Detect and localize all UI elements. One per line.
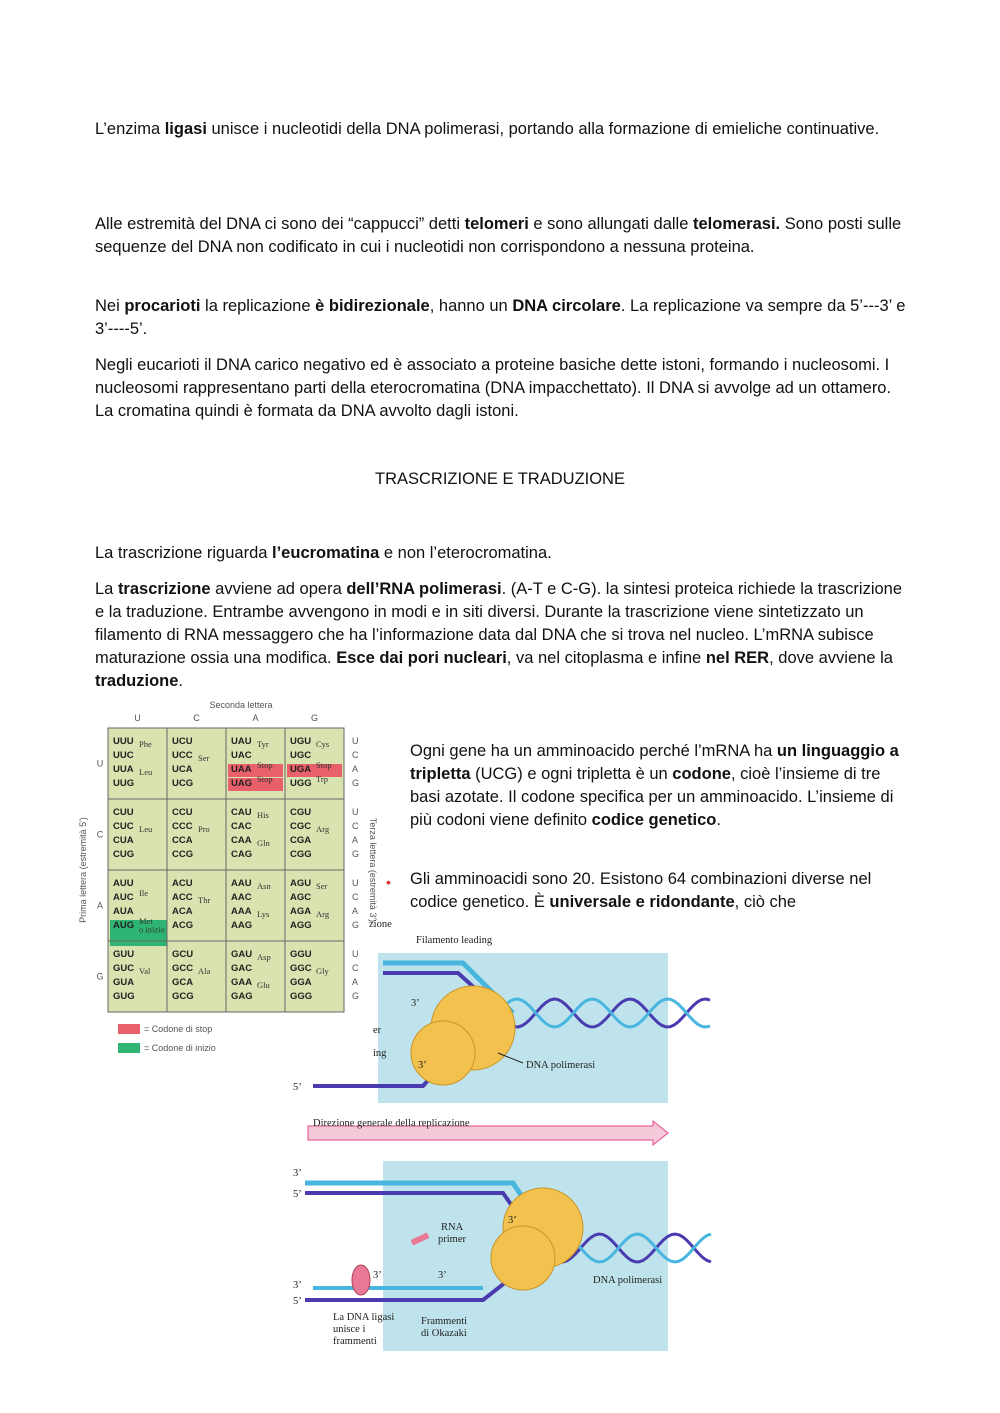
prime-label: 3’ [293,1280,302,1291]
second-base-label: C [193,713,200,723]
bold-term: un linguaggio a tripletta [410,742,899,783]
bold-term: codice genetico [591,811,717,829]
codon: CGU [290,807,312,818]
polymerase-enzyme [411,1021,475,1085]
third-base-label: A [352,835,359,845]
prime-label: 5’ [293,1296,302,1307]
paragraph-eucarioti [95,354,910,423]
amino-acid: Cys [316,739,330,749]
first-base-label: A [96,900,104,911]
first-base-label: G [96,971,104,982]
codon: UGU [290,736,312,747]
amino-acid: Asn [257,881,271,891]
codon: GCC [172,963,194,974]
codon: CAC [231,821,252,832]
codon: GGG [290,991,313,1002]
codon: CGC [290,821,312,832]
amino-acid: Leu [139,767,153,777]
codon: GCG [172,991,194,1002]
partial-label: ing [373,1048,387,1059]
text-run: Nei [95,297,125,315]
bold-term: DNA circolare [512,297,621,315]
amino-acid: Trp [316,774,328,784]
codon: UCG [172,778,194,789]
replication-diagram [283,918,713,1358]
third-base-label: C [352,963,359,973]
third-base-label: A [352,977,359,987]
bold-term: l’eucromatina [272,544,380,562]
amino-acid: Met [139,916,153,926]
codon: UCC [172,750,193,761]
text-run: , va nel citoplasma e infine [506,649,706,667]
polymerase-label: DNA polimerasi [526,1060,596,1071]
bold-term: codone [672,765,731,783]
codon: UUU [113,736,134,747]
text-run: (UCG) e ogni tripletta è un [470,765,673,783]
amino-acid: Ala [198,966,211,976]
section-heading: TRASCRIZIONE E TRADUZIONE [375,470,625,488]
text-run: Negli eucarioti il DNA carico negativo ed è associato a proteine basiche dette istoni, formando i nucleosomi. I nucleosomi rappresentano parti della eterocromatina (DNA impacchettato). Il DNA si avvolge ad un ottamero. La cromatina quindi è formata da DNA avvolto dagli istoni. [95,356,892,420]
codon: UUA [113,764,134,775]
codon: AUU [113,878,134,889]
ligase-label: frammenti [333,1336,377,1347]
codon: CAG [231,849,253,860]
codon: GUU [113,949,135,960]
codon: UUG [113,778,135,789]
codon: GAG [231,991,253,1002]
amino-acid: Ile [139,888,148,898]
third-base-label: G [352,920,360,930]
codon: AAC [231,892,252,903]
bold-term: dell’RNA polimerasi [346,580,502,598]
amino-acid: Arg [316,824,330,834]
text-run: , ciò che [734,893,797,911]
codon: UAU [231,736,252,747]
third-letter-label: Terza lettera (estremità 3') [368,817,378,923]
first-base-label: U [96,758,104,769]
third-base-label: C [352,750,359,760]
amino-acid: Ser [198,753,210,763]
third-base-label: U [352,949,359,959]
paragraph-telomeri [95,213,910,259]
amino-acid: Gln [257,838,270,848]
text-run: Ogni gene ha un amminoacido perché l’mRNA ha [410,742,777,760]
second-base-label: G [310,713,319,723]
third-base-label: A [352,764,359,774]
amino-acid: o inizio [139,924,165,935]
second-base-label: A [252,713,259,723]
paragraph-trascrizione [95,578,910,693]
amino-acid: Thr [198,895,211,905]
panel-top-bg [378,953,668,1103]
text-run: , dove avviene la [769,649,893,667]
codon: UCA [172,764,193,775]
rna-primer-label: RNA [441,1222,464,1233]
prime-label: 5’ [293,1082,302,1093]
text-run: La [95,580,118,598]
polymerase-enzyme [491,1226,555,1290]
bold-term: Esce dai pori nucleari [336,649,507,667]
bold-term: ligasi [164,120,207,138]
prime-label: 3’ [293,1168,302,1179]
text-run: L’enzima [95,120,165,138]
amino-acid: Glu [257,980,270,990]
codon: AGC [290,892,312,903]
codon: AAG [231,920,253,931]
ligase-label: La DNA ligasi [333,1312,395,1323]
partial-title: zione [369,919,392,930]
text-run: avviene ad opera [210,580,347,598]
codon: AAU [231,878,252,889]
third-base-label: C [352,892,359,902]
text-run: unisce i nucleotidi della DNA polimerasi, portando alla formazione di emieliche continuative. [206,120,880,138]
list-bullet: • [386,874,391,890]
text-run: Gli amminoacidi sono 20. Esistono 64 combinazioni diverse nel codice genetico. È [410,870,872,911]
paragraph-procarioti [95,295,910,341]
text-run: , hanno un [429,297,513,315]
amino-acid: Arg [316,909,330,919]
amino-acid: Gly [316,966,329,976]
codon: UCU [172,736,193,747]
codon: GCA [172,977,194,988]
codon: AGU [290,878,312,889]
polymerase-label-2: DNA polimerasi [593,1275,663,1286]
codon: CAU [231,807,252,818]
codon: GUC [113,963,135,974]
codon: ACA [172,906,193,917]
codon: AAA [231,906,252,917]
codon: CAA [231,835,252,846]
bold-term: procarioti [124,297,201,315]
amino-acid: Stop [257,774,273,784]
codon: UGA [290,764,312,775]
paragraph-amminoacidi [410,868,910,914]
codon: GGA [290,977,312,988]
amino-acid: Asp [257,952,271,962]
prime-label: 3’ [373,1270,382,1281]
ligase-label: unisce i [333,1324,366,1335]
bold-term: telomerasi. [692,215,781,233]
first-base-label: C [96,829,104,840]
codon: AUA [113,906,134,917]
codon: GGC [290,963,312,974]
text-run: , cioè l’insieme di tre basi azotate. Il codone specifica per un amminoacido. L’insieme di più codoni viene definito [410,765,894,829]
amino-acid: Tyr [257,739,269,749]
prime-label: 5’ [293,1189,302,1200]
codon-title: Seconda lettera [209,700,273,710]
third-base-label: A [352,906,359,916]
third-base-label: U [352,736,359,746]
amino-acid: Val [139,966,151,976]
bold-term: nel RER [705,649,770,667]
legend-stop-swatch [118,1024,140,1034]
third-base-label: G [352,849,360,859]
amino-acid: Lys [257,909,270,919]
codon: CCG [172,849,194,860]
codon: UGG [290,778,312,789]
text-run: La trascrizione riguarda [95,544,273,562]
codon: CCU [172,807,193,818]
third-base-label: U [352,878,359,888]
codon: CUU [113,807,134,818]
okazaki-label: di Okazaki [421,1328,467,1339]
leading-label: Filamento leading [416,935,493,946]
codon: AGG [290,920,312,931]
codon: UAA [231,764,252,775]
amino-acid: Ser [316,881,328,891]
codon: ACG [172,920,194,931]
prime-label: 3’ [508,1215,517,1226]
third-base-label: G [352,778,360,788]
okazaki-label: Frammenti [421,1316,468,1327]
codon: UGC [290,750,312,761]
second-base-label: U [134,713,141,723]
amino-acid: Stop [316,760,332,770]
prime-label: 3’ [411,998,420,1009]
codon: GAU [231,949,253,960]
text-run: e non l’eterocromatina. [379,544,552,562]
text-run: e sono allungati dalle [528,215,693,233]
bold-term: traduzione [95,672,179,690]
amino-acid: Stop [257,760,273,770]
codon: CUA [113,835,134,846]
text-run: . [178,672,184,690]
codon: CCA [172,835,193,846]
amino-acid: Phe [139,739,152,749]
codon: GCU [172,949,194,960]
text-run: la replicazione [200,297,316,315]
codon: GUG [113,991,135,1002]
codon: UAG [231,778,253,789]
prime-label: 3’ [438,1270,447,1281]
amino-acid: His [257,810,269,820]
codon: ACC [172,892,193,903]
codon: AUC [113,892,134,903]
codon: GGU [290,949,312,960]
codon: UAC [231,750,252,761]
codon: CCC [172,821,193,832]
codon: CGA [290,835,312,846]
codon: CUG [113,849,135,860]
codon: AUG [113,920,135,931]
codon: CUC [113,821,134,832]
direction-label: Direzione generale della replicazione [313,1118,470,1129]
text-run: Alle estremità del DNA ci sono dei “cappucci” detti [95,215,465,233]
codon: UUC [113,750,134,761]
text-run: . (A-T e C-G). la sintesi proteica richiede la trascrizione e la traduzione. Entrambe avvengono in modi e in siti diversi. Durante la trascrizione viene sintetizzato un filamento di RNA messaggero che ha l’informazione data dal DNA che si trova nel nucleo. L’mRNA subisce maturazione ossia una modifica. [95,580,903,667]
rna-primer-label: primer [438,1234,466,1245]
legend-start-label: = Codone di inizio [144,1043,216,1053]
codon: CGG [290,849,312,860]
text-run: . [716,811,721,829]
amino-acid: Pro [198,824,210,834]
bold-term: telomeri [464,215,529,233]
third-base-label: G [352,991,360,1001]
text-run: Sono posti sulle sequenze del DNA non codificato in cui i nucleotidi non corrispondono a nessuna proteina. [95,215,902,256]
bold-term: universale e ridondante [549,893,735,911]
codon: GAC [231,963,253,974]
text-run: . La replicazione va sempre da 5’---3’ e 3’----5’. [95,297,906,338]
codon: AGA [290,906,312,917]
third-base-label: U [352,807,359,817]
first-letter-label: Prima lettera (estremità 5') [78,817,88,923]
ligase-enzyme [352,1265,370,1295]
partial-label: er [373,1025,382,1036]
third-base-label: C [352,821,359,831]
codon: ACU [172,878,193,889]
bold-term: trascrizione [117,580,211,598]
legend-start-swatch [118,1043,140,1053]
legend-stop-label: = Codone di stop [144,1024,213,1034]
codon: GAA [231,977,253,988]
paragraph-ligasi [95,118,910,141]
prime-label: 3’ [418,1060,427,1071]
codon: GUA [113,977,135,988]
paragraph-eucromatina [95,542,910,565]
paragraph-codone [410,740,910,832]
bold-term: è bidirezionale [315,297,430,315]
amino-acid: Leu [139,824,153,834]
